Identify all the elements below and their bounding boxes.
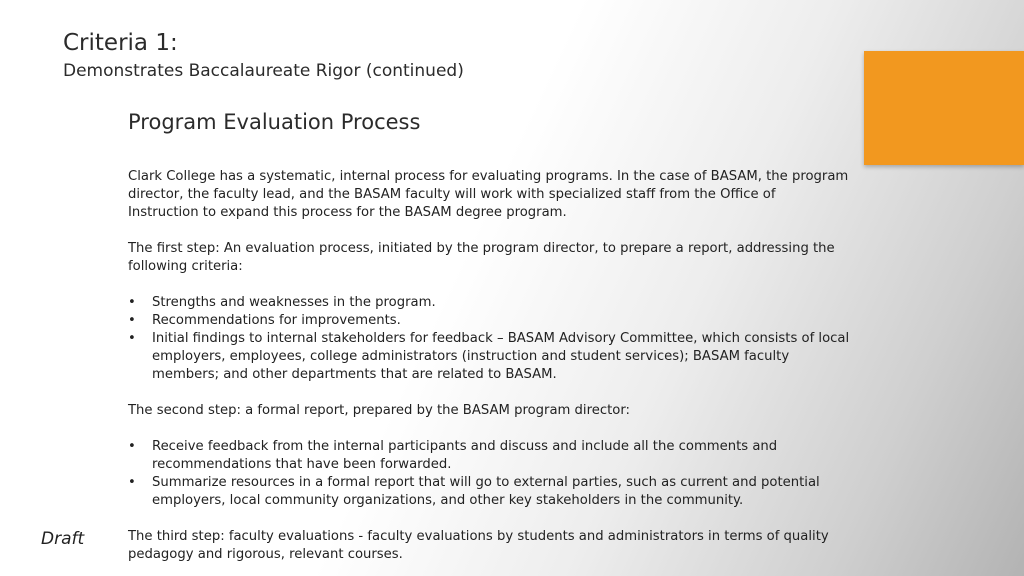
draft-label: Draft (41, 529, 85, 549)
step1-intro: The first step: An evaluation process, initiated by the program director, to prepare a report, addressing the following criteria: (128, 241, 835, 274)
step2-intro: The second step: a formal report, prepared by the BASAM program director: (128, 403, 630, 418)
list-item: • Summarize resources in a formal report that will go to external parties, such as current and potential employers, local community organizations, and other key stakeholders in the community. (128, 474, 850, 510)
slide-title: Criteria 1: (63, 30, 178, 56)
step3-paragraph: The third step: faculty evaluations - faculty evaluations by students and administrators in terms of quality pedagogy and rigorous, relevant courses. (128, 529, 829, 562)
step1-bullet-list (128, 294, 850, 384)
list-item: • Strengths and weaknesses in the program. (128, 294, 850, 312)
step2-bullet-list (128, 438, 850, 510)
list-item: • Recommendations for improvements. (128, 312, 850, 330)
slide-subtitle: Demonstrates Baccalaureate Rigor (continued) (63, 61, 464, 81)
intro-paragraph: Clark College has a systematic, internal process for evaluating programs. In the case of BASAM, the program director, the faculty lead, and the BASAM faculty will work with specialized staff from the Office of Instruction to expand this process for the BASAM degree program. (128, 169, 849, 220)
list-item: • Initial findings to internal stakeholders for feedback – BASAM Advisory Committee, which consists of local employers, employees, college administrators (instruction and student services); BASAM faculty members; and other departments that are related to BASAM. (128, 330, 850, 384)
body-text (128, 168, 850, 564)
list-item: • Receive feedback from the internal participants and discuss and include all the comments and recommendations that have been forwarded. (128, 438, 850, 474)
accent-block (864, 51, 1024, 165)
section-heading: Program Evaluation Process (128, 110, 421, 134)
